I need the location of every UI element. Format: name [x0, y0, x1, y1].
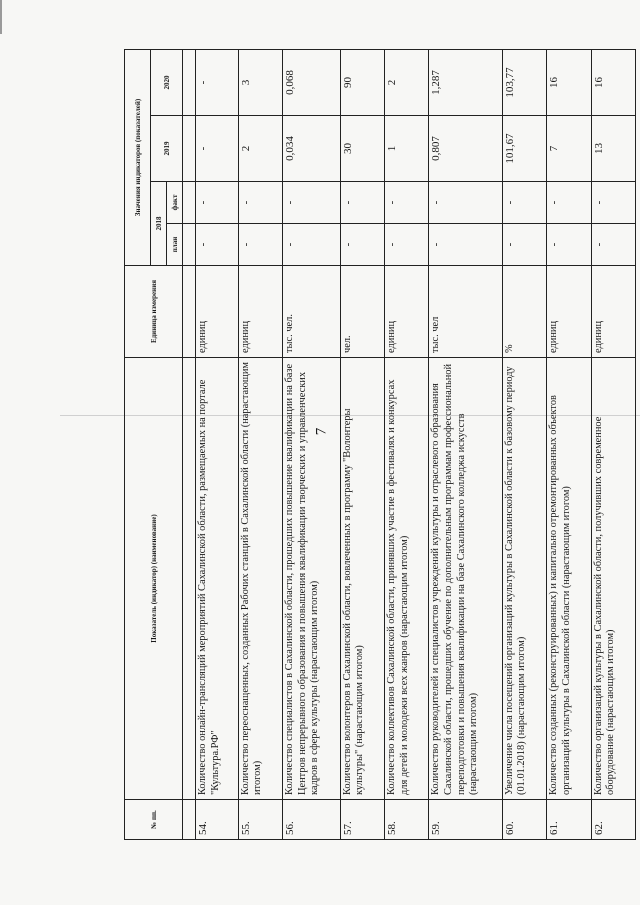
row-name: Количество специалистов в Сахалинской области, прошедших повышение квалификации на базе Центров непрерывного образования и повышения квалификации творческих и управленческих кадров в сфере культуры (нарастающим итогом): [282, 358, 340, 800]
row-plan-2018: -: [502, 224, 546, 266]
row-value-2019: 1: [385, 116, 429, 182]
header-2020: 2020: [151, 49, 183, 115]
page-number: 7: [313, 427, 330, 436]
table-cell: [183, 800, 196, 840]
row-num: 60.: [502, 800, 546, 840]
row-unit: единиц: [196, 266, 238, 358]
row-value-2019: 30: [340, 116, 384, 182]
row-num: 59.: [429, 800, 502, 840]
header-2018: 2018: [151, 182, 167, 266]
table-row: [282, 49, 340, 839]
row-num: 55.: [238, 800, 282, 840]
row-name: Количество созданных (реконструированных) и капитально отремонтированных объектов организаций культуры в Сахалинской области (нарастающим итогом): [547, 358, 591, 800]
row-value-2019: -: [196, 116, 238, 182]
row-value-2019: 101,67: [502, 116, 546, 182]
row-name: Количество переоснащенных, созданных Рабочих станций в Сахалинской области (нарастающим итогом): [238, 358, 282, 800]
row-value-2020: 1,287: [429, 49, 502, 115]
row-plan-2018: -: [196, 224, 238, 266]
row-fact-2018: -: [238, 182, 282, 224]
row-fact-2018: -: [196, 182, 238, 224]
row-value-2019: 0,807: [429, 116, 502, 182]
row-fact-2018: -: [282, 182, 340, 224]
row-value-2020: 16: [591, 49, 635, 115]
table-cell: [183, 224, 196, 266]
table-row: [429, 49, 502, 839]
scan-edge-mark: [0, 0, 2, 34]
row-value-2019: 0,034: [282, 116, 340, 182]
header-2019: 2019: [151, 116, 183, 182]
row-fact-2018: -: [385, 182, 429, 224]
row-num: 56.: [282, 800, 340, 840]
row-value-2019: 13: [591, 116, 635, 182]
row-unit: тыс. чел: [429, 266, 502, 358]
row-num: 54.: [196, 800, 238, 840]
table-row-blank: [183, 49, 196, 839]
header-values: Значения индикаторов (показателей): [125, 49, 151, 265]
row-num: 61.: [547, 800, 591, 840]
table-row: [340, 49, 384, 839]
row-unit: единиц: [238, 266, 282, 358]
row-value-2020: 3: [238, 49, 282, 115]
header-unit: Единица измерения: [125, 266, 183, 358]
row-value-2020: 2: [385, 49, 429, 115]
row-value-2020: 90: [340, 49, 384, 115]
table-cell: [183, 49, 196, 115]
indicators-table: [124, 49, 636, 840]
row-unit: единиц: [547, 266, 591, 358]
row-plan-2018: -: [547, 224, 591, 266]
row-plan-2018: -: [429, 224, 502, 266]
header-fact: факт: [167, 182, 183, 224]
row-unit: чел.: [340, 266, 384, 358]
row-fact-2018: -: [591, 182, 635, 224]
table-cell: [183, 358, 196, 800]
row-plan-2018: -: [591, 224, 635, 266]
table-row: [196, 49, 238, 839]
row-fact-2018: -: [429, 182, 502, 224]
table-row: [547, 49, 591, 839]
row-value-2020: -: [196, 49, 238, 115]
table-row: [385, 49, 429, 839]
row-unit: единиц: [385, 266, 429, 358]
row-num: 62.: [591, 800, 635, 840]
row-name: Количество организаций культуры в Сахалинской области, получивших современное оборудование (нарастающим итогом): [591, 358, 635, 800]
row-plan-2018: -: [238, 224, 282, 266]
row-fact-2018: -: [340, 182, 384, 224]
row-num: 57.: [340, 800, 384, 840]
row-fact-2018: -: [502, 182, 546, 224]
table-cell: [183, 266, 196, 358]
row-value-2020: 103,77: [502, 49, 546, 115]
row-unit: %: [502, 266, 546, 358]
row-name: Количество руководителей и специалистов учреждений культуры и отраслевого образования Сахалинской области, прошедших обучение по дополнительным программам профессиональной переподготовки и повышения квалификации на базе Сахалинского колледжа искусств (нарастающим итогом): [429, 358, 502, 800]
row-name: Количество коллективов Сахалинской области, принявших участие в фестивалях и конкурсах для детей и молодежи всех жанров (нарастающим итогом): [385, 358, 429, 800]
row-name: Увеличение числа посещений организаций культуры в Сахалинской области к базовому периоду (01.01.2018) (нарастающим итогом): [502, 358, 546, 800]
table-row: [502, 49, 546, 839]
row-value-2020: 0,068: [282, 49, 340, 115]
row-num: 58.: [385, 800, 429, 840]
row-fact-2018: -: [547, 182, 591, 224]
row-unit: единиц: [591, 266, 635, 358]
row-name: Количество волонтеров в Сахалинской области, вовлеченных в программу "Волонтеры культуры" (нарастающим итогом): [340, 358, 384, 800]
row-name: Количество онлайн-трансляций мероприятий Сахалинской области, размещаемых на портале "Культура.РФ": [196, 358, 238, 800]
row-plan-2018: -: [282, 224, 340, 266]
table-row: [238, 49, 282, 839]
table-row: [591, 49, 635, 839]
table-cell: [183, 182, 196, 224]
table-cell: [183, 116, 196, 182]
row-value-2020: 16: [547, 49, 591, 115]
row-plan-2018: -: [385, 224, 429, 266]
header-name: Показатель (индикатор) (наименование): [125, 358, 183, 800]
header-num: № пп.: [125, 800, 183, 840]
rotated-table-wrapper: [124, 50, 636, 840]
row-value-2019: 2: [238, 116, 282, 182]
row-plan-2018: -: [340, 224, 384, 266]
row-value-2019: 7: [547, 116, 591, 182]
header-plan: план: [167, 224, 183, 266]
row-unit: тыс. чел.: [282, 266, 340, 358]
